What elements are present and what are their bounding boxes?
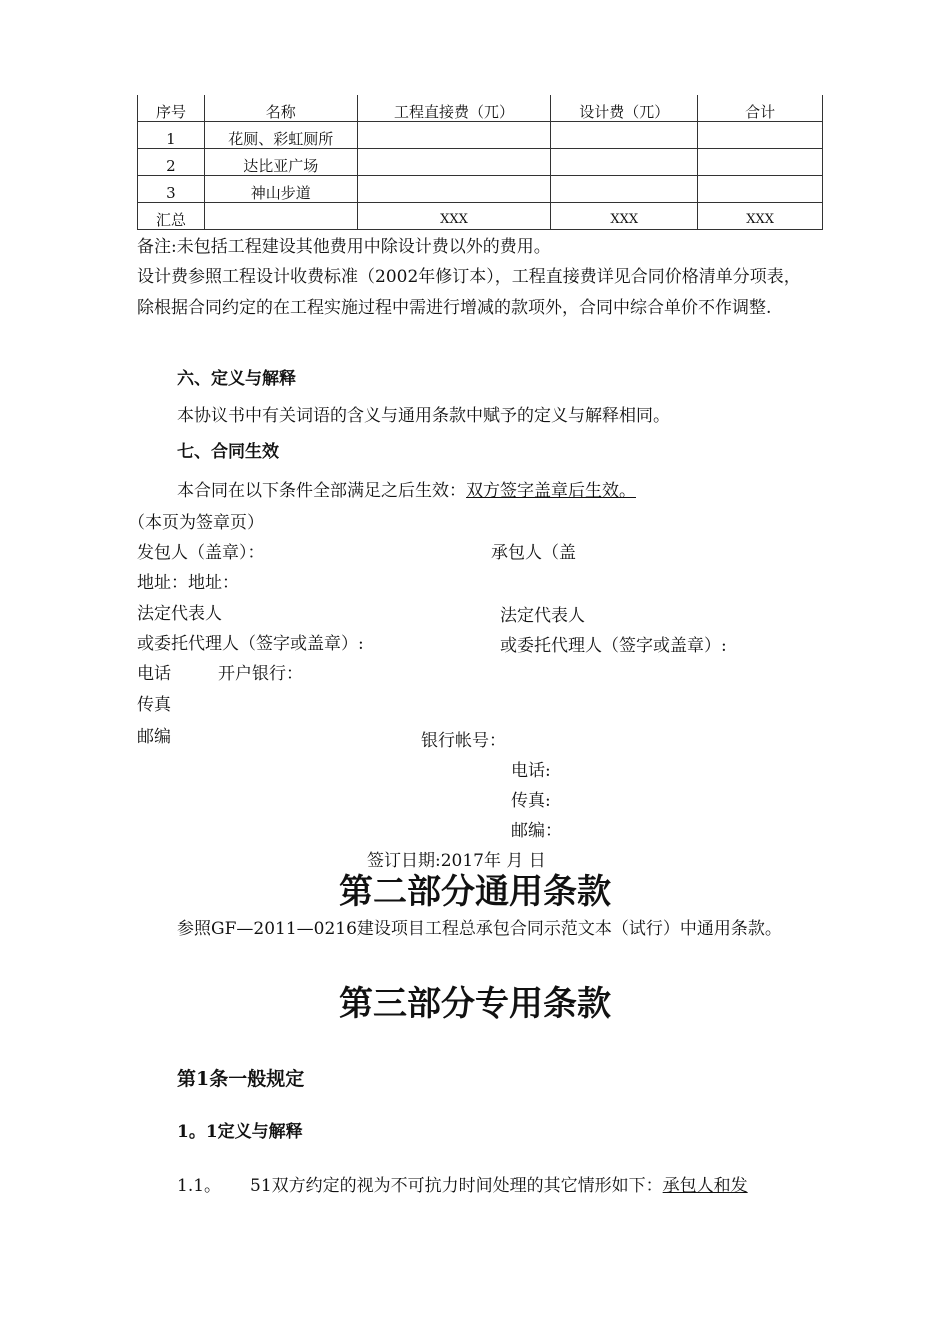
agent-right: 或委托代理人（签字或盖章）:	[500, 636, 727, 656]
item-text	[250, 1175, 748, 1197]
table-cell: 神山步道	[204, 176, 357, 203]
table-cell	[357, 122, 551, 149]
fax-left: 传真	[137, 695, 171, 715]
remark-paragraph: 设计费参照工程设计收费标准（2002年修订本），工程直接费详见合同价格清单分项表，除根据合同约定的在工程实施过程中需进行增减的款项外，合同中综合单价不作调整.	[137, 267, 801, 318]
phone-left: 电话	[137, 664, 171, 684]
table-cell: 1	[138, 122, 205, 149]
table-cell: XXX	[698, 203, 823, 230]
table-cell	[357, 176, 551, 203]
table-header-cell: 合计	[698, 95, 823, 122]
agent-left: 或委托代理人（签字或盖章）:	[137, 634, 364, 654]
table-cell	[204, 203, 357, 230]
item-number: 1.1。	[177, 1176, 222, 1196]
legal-rep-left: 法定代表人	[137, 604, 222, 624]
table-row	[138, 176, 823, 203]
table-cell: 汇总	[138, 203, 205, 230]
table-cell	[698, 176, 823, 203]
table-header-cell: 名称	[204, 95, 357, 122]
cost-table	[137, 95, 823, 230]
fax-right: 传真:	[511, 791, 551, 811]
signing-date: 签订日期:2017年 月 日	[367, 851, 546, 871]
table-header-cell: 序号	[138, 95, 205, 122]
contractor-label: 承包人（盖	[491, 543, 576, 563]
table-cell: XXX	[551, 203, 698, 230]
table-cell: 达比亚广场	[204, 149, 357, 176]
table-header-row	[138, 95, 823, 122]
remark-note: 备注:未包括工程建设其他费用中除设计费以外的费用。	[137, 237, 551, 257]
employer-label: 发包人（盖章）：	[137, 543, 265, 563]
table-cell	[551, 149, 698, 176]
table-header-cell: 工程直接费（兀）	[357, 95, 551, 122]
section7-text-prefix: 本合同在以下条件全部满足之后生效：	[177, 481, 466, 501]
part3-title: 第三部分专用条款	[339, 984, 611, 1024]
table-row	[138, 203, 823, 230]
table-cell: 3	[138, 176, 205, 203]
table-cell	[698, 122, 823, 149]
postcode-left: 邮编	[137, 727, 171, 747]
article1-heading: 第1条一般规定	[177, 1068, 305, 1090]
subsection-heading: 1。1定义与解释	[177, 1122, 303, 1142]
part2-text: 参照GF—2011—0216建设项目工程总承包合同示范文本（试行）中通用条款。	[177, 919, 782, 939]
address-label: 地址：地址：	[137, 573, 239, 593]
section7-text	[177, 480, 636, 502]
postcode-right: 邮编：	[511, 821, 562, 841]
section7-text-underlined: 双方签字盖章后生效。	[466, 481, 636, 501]
table-cell	[551, 176, 698, 203]
item-text-underlined: 承包人和发	[662, 1176, 748, 1196]
table-cell: 花厕、彩虹厕所	[204, 122, 357, 149]
table-row	[138, 122, 823, 149]
table-cell	[357, 149, 551, 176]
part2-title: 第二部分通用条款	[339, 872, 611, 912]
section6-text: 本协议书中有关词语的含义与通用条款中赋予的定义与解释相同。	[177, 406, 670, 426]
phone-right: 电话:	[511, 761, 551, 781]
signature-page-note: （本页为签章页）	[128, 513, 264, 533]
section6-heading: 六、定义与解释	[177, 369, 296, 389]
bank-account-label: 银行帐号：	[421, 731, 506, 751]
table-cell: 2	[138, 149, 205, 176]
table-cell: XXX	[357, 203, 551, 230]
table-cell	[698, 149, 823, 176]
legal-rep-right: 法定代表人	[500, 606, 585, 626]
bank-open-label: 开户银行：	[218, 664, 303, 684]
table-cell	[551, 122, 698, 149]
item-text-main: 51双方约定的视为不可抗力时间处理的其它情形如下：	[250, 1176, 663, 1196]
section7-heading: 七、合同生效	[177, 442, 279, 462]
table-row	[138, 149, 823, 176]
table-header-cell: 设计费（兀）	[551, 95, 698, 122]
